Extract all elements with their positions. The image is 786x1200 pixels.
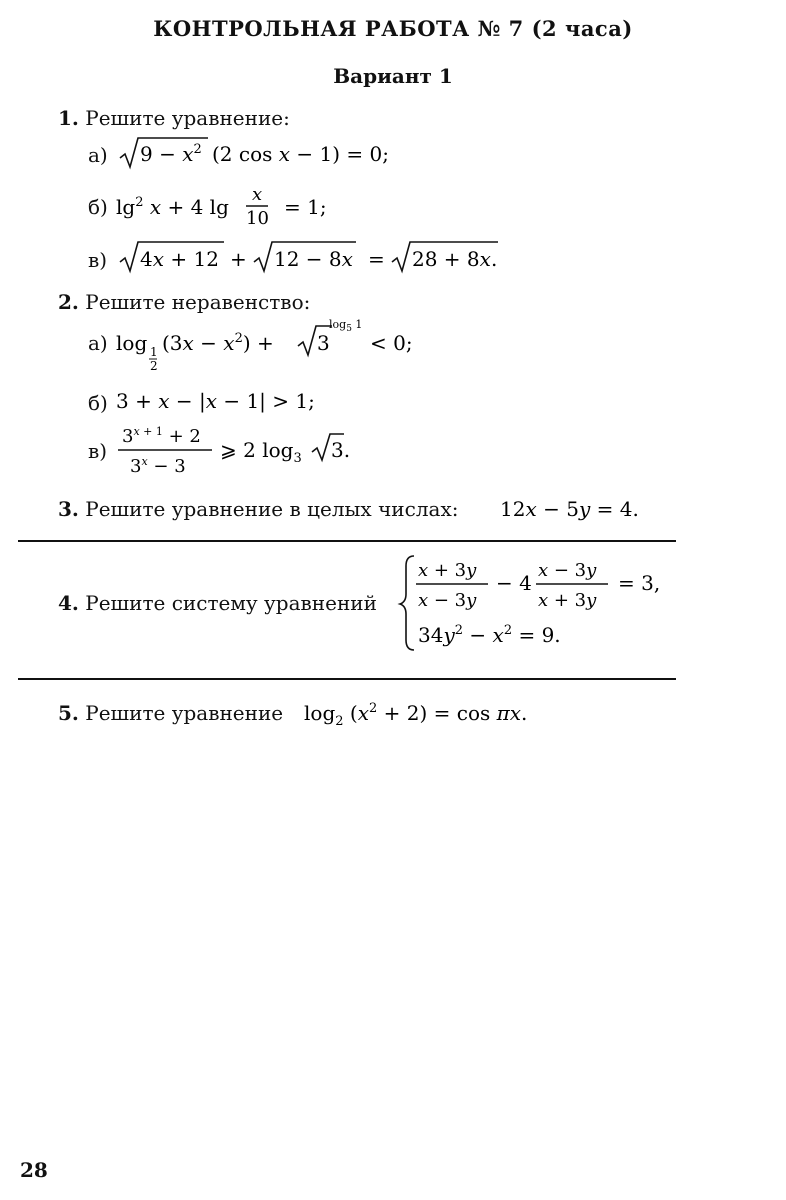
- item-label: б): [88, 391, 108, 415]
- item-label: а): [88, 331, 108, 355]
- item-label: в): [88, 439, 108, 463]
- svg-text:(2 cos x − 1) = 0;: (2 cos x − 1) = 0;: [212, 142, 389, 166]
- formula-3: [500, 490, 680, 526]
- formula-1b: [116, 182, 376, 232]
- formula-2b: [116, 382, 376, 418]
- formula-2a: [116, 316, 436, 376]
- svg-text:log2 (x2 + 2) = cos πx.: $\log_2 (x^2 + 2) = \cos \pi x$.: [304, 701, 528, 729]
- svg-text:x − 3y: x − 3y: [418, 590, 477, 611]
- svg-text:3x − 3: $3^x - 3$: [130, 455, 186, 477]
- task-1c: [88, 245, 107, 275]
- divider-line: [18, 540, 676, 542]
- svg-text:34y2 − x2 = 9.: $34y^2 - x^2 = 9$.: [418, 623, 561, 647]
- svg-text:4x + 12: 4x + 12: [140, 247, 219, 271]
- divider-line: [18, 678, 676, 680]
- task-4: [58, 588, 377, 618]
- task-1a: [88, 140, 108, 170]
- svg-text:3: 3: [317, 331, 330, 355]
- svg-text:+: +: [230, 247, 247, 271]
- svg-text:< 0;: < 0;: [370, 331, 413, 355]
- task-5: [58, 698, 283, 728]
- task-2: [58, 287, 310, 317]
- svg-text:log5 1: $\log_5 1$: [329, 318, 363, 334]
- svg-text:10: 10: [246, 208, 269, 229]
- formula-5: [304, 694, 564, 730]
- page-number: 28: [20, 1158, 48, 1182]
- task-prompt: Решите уравнение: [85, 701, 284, 725]
- svg-text:= 1;: = 1;: [284, 195, 327, 219]
- svg-text:x + 3y: x + 3y: [418, 560, 477, 581]
- task-2c: [88, 436, 107, 466]
- svg-text:2: 2: [150, 359, 158, 373]
- svg-text:x + 3y: x + 3y: [538, 590, 597, 611]
- task-number: 5.: [58, 701, 79, 725]
- svg-text:(3x − x2) +: $(3x - x^2)$ +: [162, 331, 274, 355]
- svg-text:x: x: [252, 184, 263, 205]
- task-prompt: Решите уравнение:: [85, 106, 290, 130]
- item-label: а): [88, 143, 108, 167]
- svg-text:12 − 8x: 12 − 8x: [274, 247, 353, 271]
- svg-text:lg2 x + 4 lg: $\lg^2 x + 4$ lg: [116, 195, 229, 219]
- task-number: 1.: [58, 106, 79, 130]
- svg-text:=: =: [368, 247, 385, 271]
- svg-text:⩾ 2 log3: ⩾ 2 $\log_3$: [220, 438, 302, 466]
- svg-text:28 + 8x.: 28 + 8x.: [412, 247, 498, 271]
- svg-text:− 4: − 4: [496, 571, 532, 595]
- svg-text:= 3,: = 3,: [618, 571, 661, 595]
- task-number: 4.: [58, 591, 79, 615]
- task-prompt: Решите систему уравнений: [85, 591, 377, 615]
- task-prompt: Решите уравнение в целых числах:: [85, 497, 459, 521]
- formula-4-system: [396, 552, 686, 656]
- task-2a: [88, 328, 108, 358]
- svg-text:3x + 1 + 2: $3^x + 1 + 2$: [122, 425, 201, 447]
- svg-text:3.: 3.: [331, 438, 351, 462]
- task-1b: [88, 192, 108, 222]
- svg-text:3 + x − |x − 1| > 1;: 3 + x − |x − 1| > 1;: [116, 389, 315, 413]
- task-prompt: Решите неравенство:: [85, 290, 311, 314]
- task-3: [58, 494, 458, 524]
- svg-text:12x − 5y = 4.: 12x − 5y = 4.: [500, 497, 639, 521]
- item-label: б): [88, 195, 108, 219]
- item-label: в): [88, 248, 108, 272]
- task-1: [58, 103, 290, 133]
- task-number: 3.: [58, 497, 79, 521]
- svg-text:x − 3y: x − 3y: [538, 560, 597, 581]
- task-2b: [88, 388, 108, 418]
- page-title: КОНТРОЛЬНАЯ РАБОТА № 7 (2 часа): [153, 16, 633, 41]
- formula-2c: [116, 420, 376, 484]
- svg-text:1: 1: [150, 345, 158, 359]
- formula-1c: [116, 238, 516, 278]
- variant-heading: Вариант 1: [333, 64, 453, 88]
- svg-text:log: log: [116, 331, 148, 355]
- task-number: 2.: [58, 290, 79, 314]
- formula-1a: [116, 134, 416, 174]
- svg-text:9 − x2: $9 - x^2$: [140, 142, 202, 166]
